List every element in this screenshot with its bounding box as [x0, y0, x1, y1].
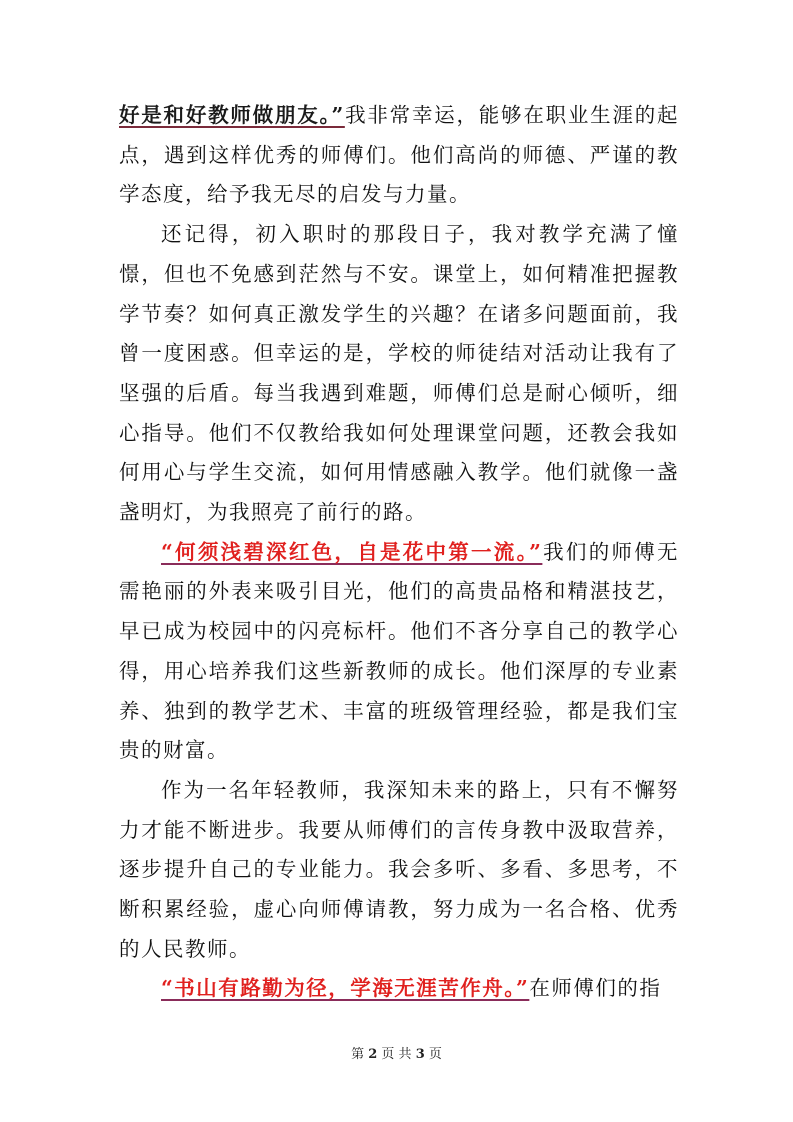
paragraph-text: 还记得，初入职时的那段日子，我对教学充满了憧憬，但也不免感到茫然与不安。课堂上，如何精准把握教学节奏？如何真正激发学生的兴趣？在诸多问题面前，我曾一度困惑。但幸运的是，学校的师徒结对活动让我有了坚强的后盾。每当我遇到难题，师傅们总是耐心倾听，细心指导。他们不仅教给我如何处理课堂问题，还教会我如何用心与学生交流，如何用情感融入教学。他们就像一盏盏明灯，为我照亮了前行的路。 — [119, 222, 679, 525]
paragraph-5 — [119, 969, 679, 1009]
quote-highlight: 好是和好教师做朋友。” — [119, 103, 345, 127]
paragraph-3 — [119, 533, 679, 771]
page-footer — [0, 1043, 793, 1062]
footer-middle: 页 共 — [381, 1047, 412, 1062]
quote-highlight: “书山有路勤为径，学海无涯苦作舟。” — [161, 976, 530, 1001]
footer-prefix: 第 — [351, 1047, 365, 1062]
paragraph-4 — [119, 771, 679, 970]
paragraph-text: 我非常幸运，能够在职业生涯的起点，遇到这样优秀的师傅们。他们高尚的师德、严谨的教学态度，给予我无尽的启发与力量。 — [119, 103, 679, 207]
footer-total-pages: 3 — [415, 1047, 425, 1062]
paragraph-text: 作为一名年轻教师，我深知未来的路上，只有不懈努力才能不断进步。我要从师傅们的言传身教中汲取营养，逐步提升自己的专业能力。我会多听、多看、多思考，不断积累经验，虚心向师傅请教，努力成为一名合格、优秀的人民教师。 — [119, 777, 679, 961]
paragraph-text: 在师傅们的指 — [529, 976, 662, 1001]
paragraph-text: 我们的师傅无需艳丽的外表来吸引目光，他们的高贵品格和精湛技艺，早已成为校园中的闪亮标杆。他们不吝分享自己的教学心得，用心培养我们这些新教师的成长。他们深厚的专业素养、独到的教学艺术、丰富的班级管理经验，都是我们宝贵的财富。 — [119, 539, 679, 763]
quote-highlight: “何须浅碧深红色，自是花中第一流。” — [161, 539, 543, 564]
footer-suffix: 页 — [428, 1047, 442, 1062]
document-body — [119, 96, 679, 1009]
footer-current-page: 2 — [368, 1047, 378, 1062]
paragraph-1 — [119, 96, 679, 215]
paragraph-2 — [119, 215, 679, 533]
